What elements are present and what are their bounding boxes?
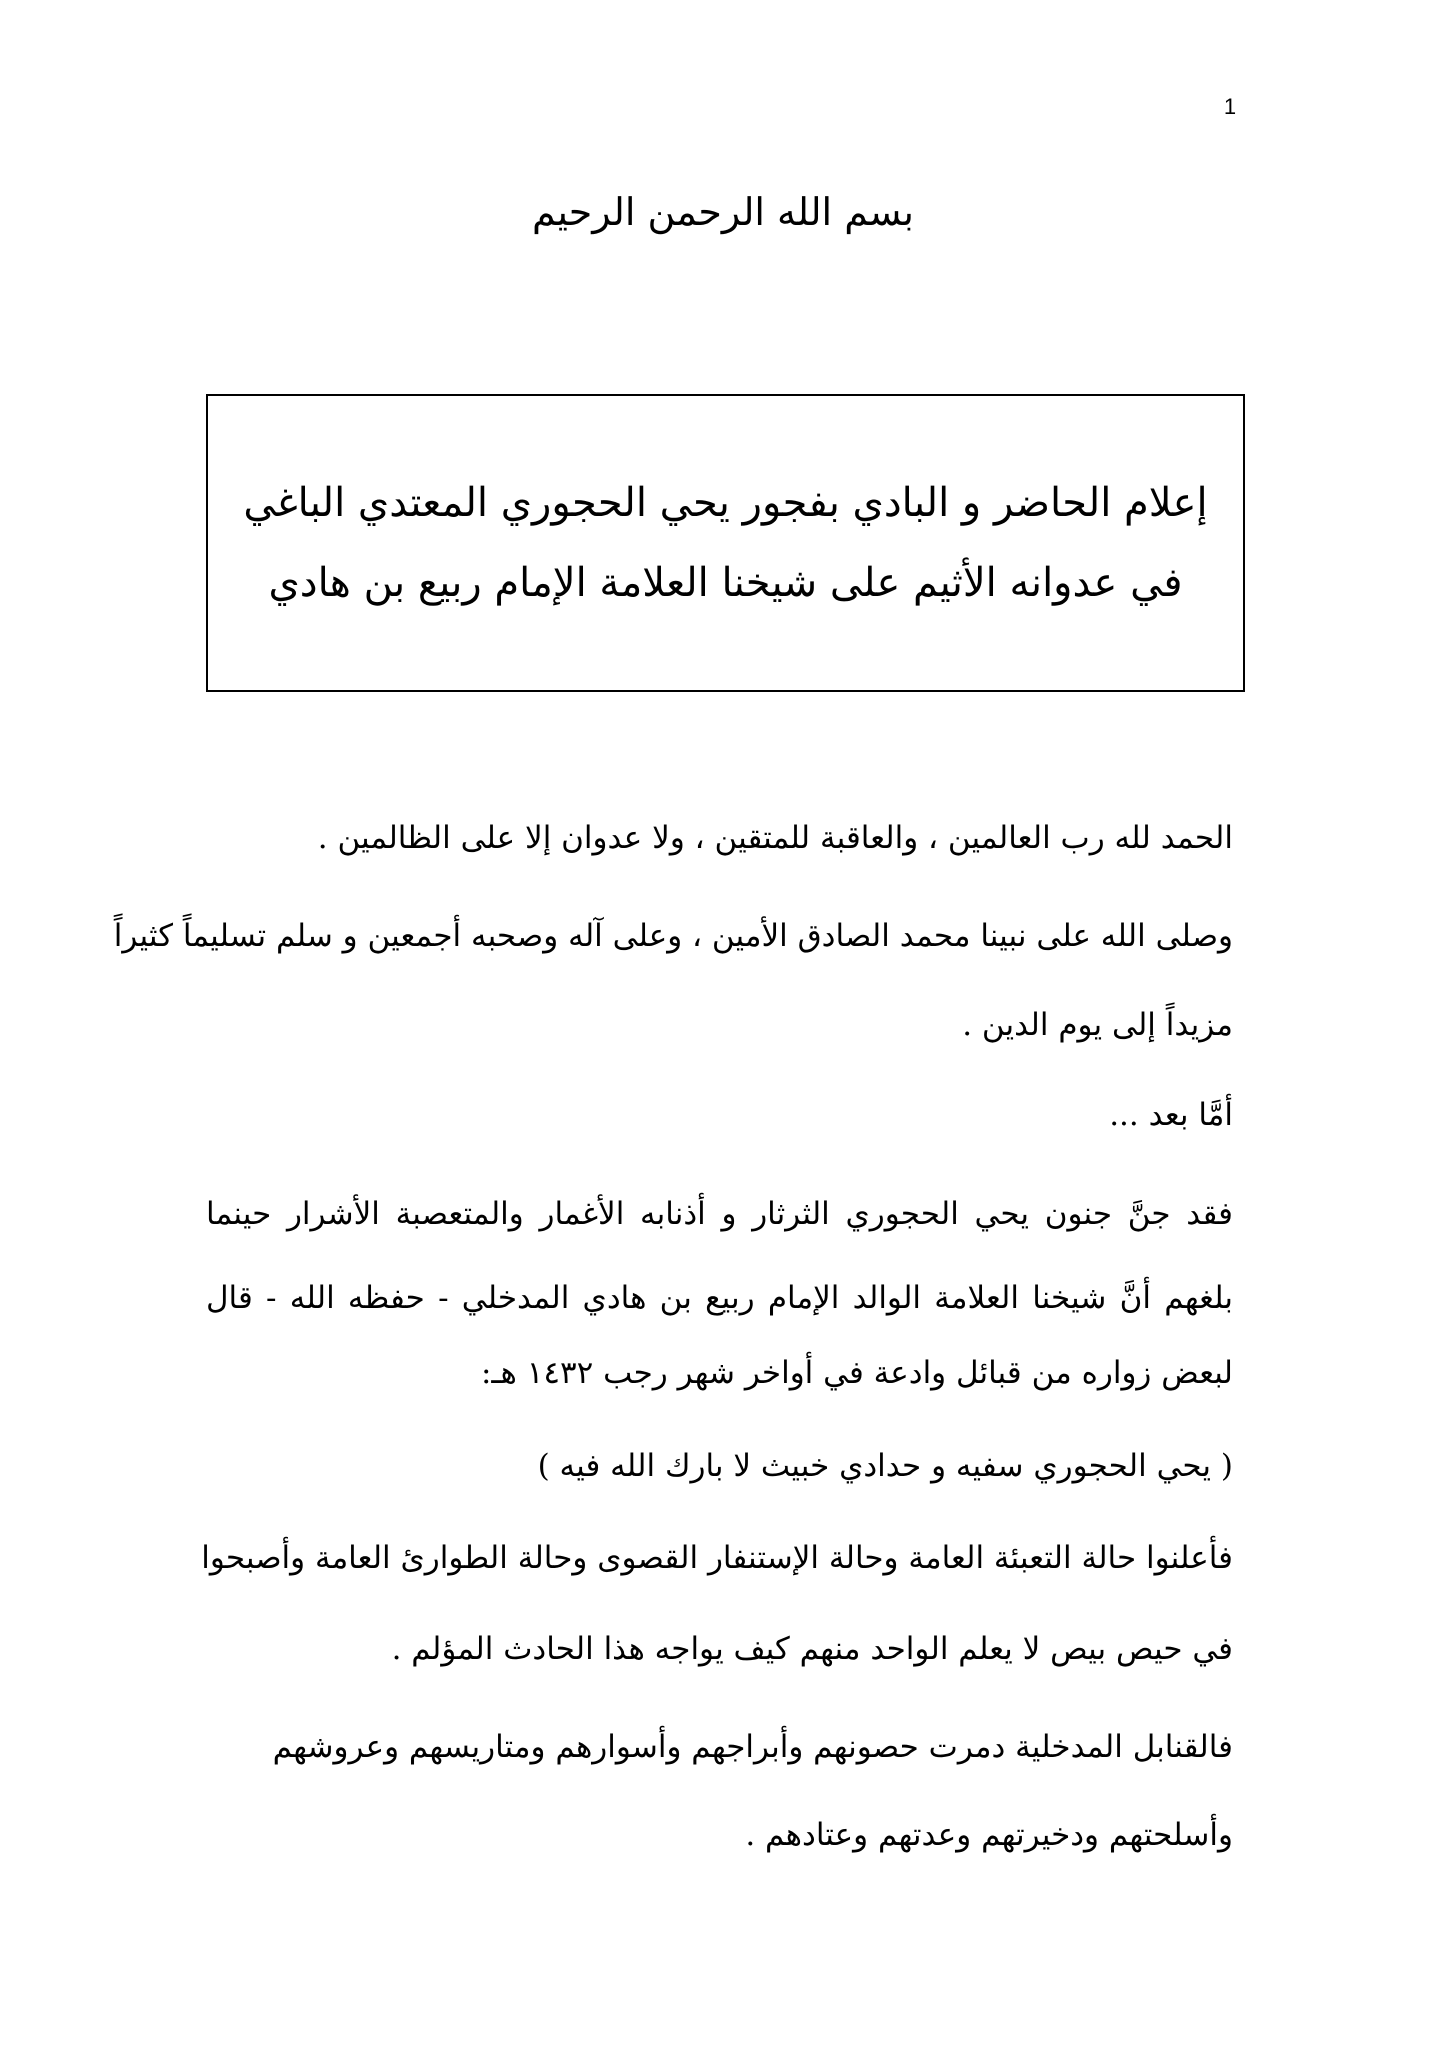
body-line: وأسلحتهم ودخيرتهم وعدتهم وعتادهم . xyxy=(745,1817,1233,1853)
body-line: مزيداً إلى يوم الدين . xyxy=(962,1007,1233,1043)
body-line: أمَّا بعد ... xyxy=(1109,1097,1233,1133)
title-box xyxy=(206,394,1245,692)
page-number: 1 xyxy=(1223,94,1237,119)
body-line: في حيص بيص لا يعلم الواحد منهم كيف يواجه هذا الحادث المؤلم . xyxy=(391,1631,1233,1667)
body-line: فالقنابل المدخلية دمرت حصونهم وأبراجهم وأسوارهم ومتاريسهم وعروشهم xyxy=(272,1729,1233,1765)
title-line-2: في عدوانه الأثيم على شيخنا العلامة الإمام ربيع بن هادي xyxy=(268,560,1183,606)
body-line: فقد جنَّ جنون يحي الحجوري الثرثار و أذنابه الأغمار والمتعصبة الأشرار حينما xyxy=(206,1196,1234,1232)
body-line: لبعض زواره من قبائل وادعة في أواخر شهر رجب ١٤٣٢ هـ: xyxy=(480,1355,1233,1391)
body-line: وصلى الله على نبينا محمد الصادق الأمين ، وعلى آله وصحبه أجمعين و سلم تسليماً كثيراً xyxy=(113,918,1233,954)
title-line-1: إعلام الحاضر و البادي بفجور يحي الحجوري المعتدي الباغي xyxy=(243,480,1208,526)
quoted-statement: ( يحي الحجوري سفيه و حدادي خبيث لا بارك الله فيه ) xyxy=(537,1448,1233,1484)
body-line: الحمد لله رب العالمين ، والعاقبة للمتقين ، ولا عدوان إلا على الظالمين . xyxy=(317,820,1233,856)
body-line: بلغهم أنَّ شيخنا العلامة الوالد الإمام ربيع بن هادي المدخلي - حفظه الله - قال xyxy=(206,1280,1233,1316)
body-line: فأعلنوا حالة التعبئة العامة وحالة الإستنفار القصوى وحالة الطوارئ العامة وأصبحوا xyxy=(201,1540,1233,1576)
basmala-heading: بسم الله الرحمن الرحيم xyxy=(532,190,914,234)
